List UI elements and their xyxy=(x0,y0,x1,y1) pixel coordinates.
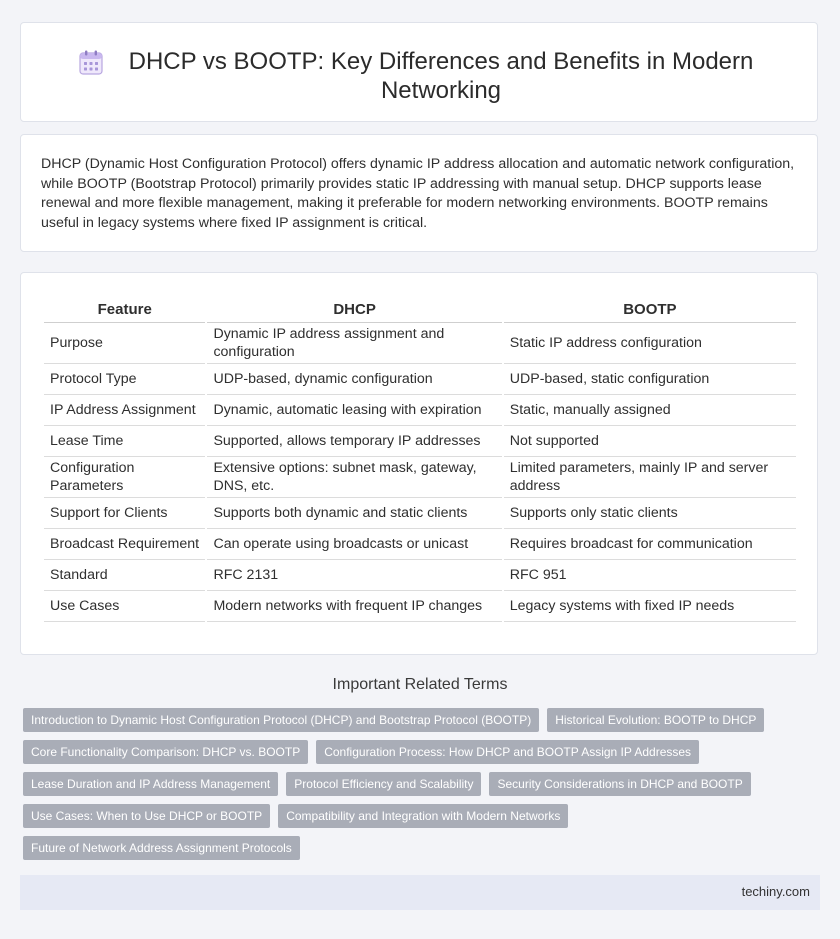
related-term-tag[interactable]: Lease Duration and IP Address Management xyxy=(23,772,278,796)
related-term-tag[interactable]: Configuration Process: How DHCP and BOOTP Assign IP Addresses xyxy=(316,740,699,764)
feature-cell: IP Address Assignment xyxy=(44,395,205,426)
summary-text: DHCP (Dynamic Host Configuration Protocol) offers dynamic IP address allocation and automatic network configuration, while BOOTP (Bootstrap Protocol) primarily provides static IP addressing with manual setup. DHCP supports lease renewal and more flexible management, making it preferable for modern networking environments. BOOTP remains useful in legacy systems where fixed IP assignment is critical. xyxy=(41,156,795,231)
table-row xyxy=(44,426,796,457)
table-row xyxy=(44,364,796,395)
bootp-cell: UDP-based, static configuration xyxy=(504,364,796,395)
table-row xyxy=(44,560,796,591)
dhcp-cell: Supported, allows temporary IP addresses xyxy=(207,426,501,457)
table-row xyxy=(44,395,796,426)
header-bootp: BOOTP xyxy=(504,293,796,323)
related-term-tag[interactable]: Protocol Efficiency and Scalability xyxy=(286,772,481,796)
bootp-cell: Legacy systems with fixed IP needs xyxy=(504,591,796,622)
summary-card xyxy=(20,134,818,252)
feature-cell: Lease Time xyxy=(44,426,205,457)
header-feature: Feature xyxy=(44,293,205,323)
related-term-tag[interactable]: Compatibility and Integration with Modern Networks xyxy=(278,804,568,828)
related-terms-heading: Important Related Terms xyxy=(332,676,508,693)
bootp-cell: Supports only static clients xyxy=(504,498,796,529)
header-card xyxy=(20,22,818,122)
footer-brand[interactable]: techiny.com xyxy=(741,884,810,899)
related-term-tag[interactable]: Future of Network Address Assignment Protocols xyxy=(23,836,300,860)
related-term-tag[interactable]: Use Cases: When to Use DHCP or BOOTP xyxy=(23,804,270,828)
bootp-cell: Static, manually assigned xyxy=(504,395,796,426)
feature-cell: Use Cases xyxy=(44,591,205,622)
dhcp-cell: Supports both dynamic and static clients xyxy=(207,498,501,529)
calendar-icon xyxy=(77,49,105,77)
feature-cell: Broadcast Requirement xyxy=(44,529,205,560)
feature-cell: Protocol Type xyxy=(44,364,205,395)
dhcp-cell: Dynamic, automatic leasing with expiration xyxy=(207,395,501,426)
comparison-card xyxy=(20,272,818,655)
dhcp-cell: Modern networks with frequent IP changes xyxy=(207,591,501,622)
table-row xyxy=(44,457,796,498)
bootp-cell: Requires broadcast for communication xyxy=(504,529,796,560)
dhcp-cell: Dynamic IP address assignment and configuration xyxy=(207,323,501,364)
dhcp-cell: Can operate using broadcasts or unicast xyxy=(207,529,501,560)
table-row xyxy=(44,323,796,364)
table-header-row xyxy=(44,293,796,323)
comparison-table xyxy=(42,293,798,622)
related-term-tag[interactable]: Historical Evolution: BOOTP to DHCP xyxy=(547,708,764,732)
feature-cell: Support for Clients xyxy=(44,498,205,529)
page-title: DHCP vs BOOTP: Key Differences and Benefits in Modern Networking xyxy=(128,48,754,104)
bootp-cell: Limited parameters, mainly IP and server address xyxy=(504,457,796,498)
table-row xyxy=(44,591,796,622)
feature-cell: Configuration Parameters xyxy=(44,457,205,498)
bootp-cell: Static IP address configuration xyxy=(504,323,796,364)
feature-cell: Purpose xyxy=(44,323,205,364)
dhcp-cell: UDP-based, dynamic configuration xyxy=(207,364,501,395)
dhcp-cell: Extensive options: subnet mask, gateway, DNS, etc. xyxy=(207,457,501,498)
bootp-cell: Not supported xyxy=(504,426,796,457)
dhcp-cell: RFC 2131 xyxy=(207,560,501,591)
related-term-tag[interactable]: Core Functionality Comparison: DHCP vs. BOOTP xyxy=(23,740,308,764)
table-row xyxy=(44,498,796,529)
related-term-tag[interactable]: Security Considerations in DHCP and BOOTP xyxy=(489,772,750,796)
related-terms-list xyxy=(23,708,803,860)
header-dhcp: DHCP xyxy=(207,293,501,323)
bootp-cell: RFC 951 xyxy=(504,560,796,591)
feature-cell: Standard xyxy=(44,560,205,591)
related-term-tag[interactable]: Introduction to Dynamic Host Configuration Protocol (DHCP) and Bootstrap Protocol (BOOTP) xyxy=(23,708,539,732)
table-row xyxy=(44,529,796,560)
footer-bar xyxy=(20,875,820,910)
